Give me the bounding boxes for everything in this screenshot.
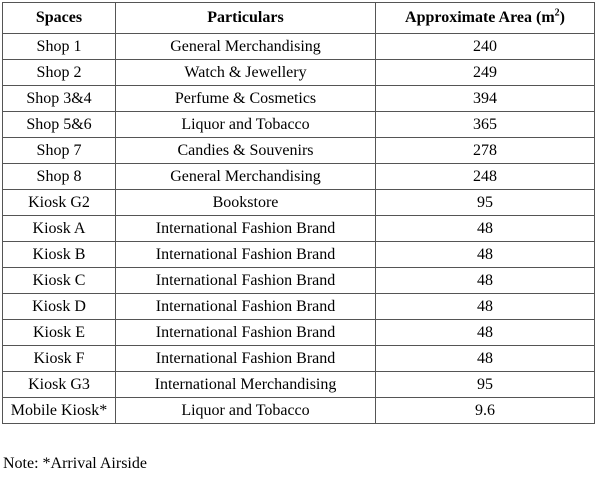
cell-particulars: International Fashion Brand bbox=[116, 320, 376, 346]
cell-space: Kiosk B bbox=[3, 242, 116, 268]
table-row bbox=[3, 242, 595, 268]
retail-spaces-table bbox=[2, 2, 595, 424]
cell-area: 48 bbox=[376, 320, 595, 346]
table-row bbox=[3, 112, 595, 138]
cell-area: 48 bbox=[376, 268, 595, 294]
cell-space: Kiosk A bbox=[3, 216, 116, 242]
cell-area: 48 bbox=[376, 242, 595, 268]
table-footnote: Note: *Arrival Airside bbox=[3, 455, 147, 472]
table-header-row bbox=[3, 3, 595, 34]
table-row bbox=[3, 372, 595, 398]
table-row bbox=[3, 320, 595, 346]
cell-area: 48 bbox=[376, 216, 595, 242]
cell-space: Shop 1 bbox=[3, 34, 116, 60]
cell-area: 365 bbox=[376, 112, 595, 138]
table-row bbox=[3, 268, 595, 294]
cell-particulars: Bookstore bbox=[116, 190, 376, 216]
table-row bbox=[3, 294, 595, 320]
table-row bbox=[3, 164, 595, 190]
cell-particulars: Watch & Jewellery bbox=[116, 60, 376, 86]
cell-space: Kiosk E bbox=[3, 320, 116, 346]
cell-particulars: General Merchandising bbox=[116, 164, 376, 190]
header-area-close: ) bbox=[559, 9, 565, 26]
cell-particulars: International Fashion Brand bbox=[116, 216, 376, 242]
table-row bbox=[3, 216, 595, 242]
cell-space: Kiosk C bbox=[3, 268, 116, 294]
table-row bbox=[3, 346, 595, 372]
table-row bbox=[3, 86, 595, 112]
cell-particulars: International Fashion Brand bbox=[116, 294, 376, 320]
cell-area: 249 bbox=[376, 60, 595, 86]
header-area-superscript: 2 bbox=[554, 7, 560, 19]
cell-particulars: Candies & Souvenirs bbox=[116, 138, 376, 164]
cell-particulars: International Fashion Brand bbox=[116, 268, 376, 294]
header-particulars: Particulars bbox=[116, 3, 376, 34]
table-row bbox=[3, 60, 595, 86]
cell-particulars: International Merchandising bbox=[116, 372, 376, 398]
cell-area: 9.6 bbox=[376, 398, 595, 424]
cell-particulars: General Merchandising bbox=[116, 34, 376, 60]
cell-particulars: International Fashion Brand bbox=[116, 242, 376, 268]
cell-space: Kiosk G2 bbox=[3, 190, 116, 216]
cell-space: Shop 3&4 bbox=[3, 86, 116, 112]
cell-area: 394 bbox=[376, 86, 595, 112]
cell-area: 240 bbox=[376, 34, 595, 60]
table-row bbox=[3, 398, 595, 424]
cell-particulars: International Fashion Brand bbox=[116, 346, 376, 372]
cell-area: 278 bbox=[376, 138, 595, 164]
header-approximate-area bbox=[376, 3, 595, 34]
table-row bbox=[3, 190, 595, 216]
table-row bbox=[3, 138, 595, 164]
cell-area: 95 bbox=[376, 372, 595, 398]
cell-area: 48 bbox=[376, 294, 595, 320]
cell-space: Kiosk F bbox=[3, 346, 116, 372]
cell-space: Shop 5&6 bbox=[3, 112, 116, 138]
cell-space: Shop 2 bbox=[3, 60, 116, 86]
cell-space: Shop 7 bbox=[3, 138, 116, 164]
cell-particulars: Perfume & Cosmetics bbox=[116, 86, 376, 112]
cell-space: Mobile Kiosk* bbox=[3, 398, 116, 424]
cell-area: 95 bbox=[376, 190, 595, 216]
cell-space: Kiosk G3 bbox=[3, 372, 116, 398]
cell-particulars: Liquor and Tobacco bbox=[116, 398, 376, 424]
header-spaces: Spaces bbox=[3, 3, 116, 34]
table-row bbox=[3, 34, 595, 60]
cell-particulars: Liquor and Tobacco bbox=[116, 112, 376, 138]
cell-space: Shop 8 bbox=[3, 164, 116, 190]
cell-space: Kiosk D bbox=[3, 294, 116, 320]
cell-area: 248 bbox=[376, 164, 595, 190]
cell-area: 48 bbox=[376, 346, 595, 372]
header-area-text: Approximate Area (m bbox=[405, 9, 555, 26]
